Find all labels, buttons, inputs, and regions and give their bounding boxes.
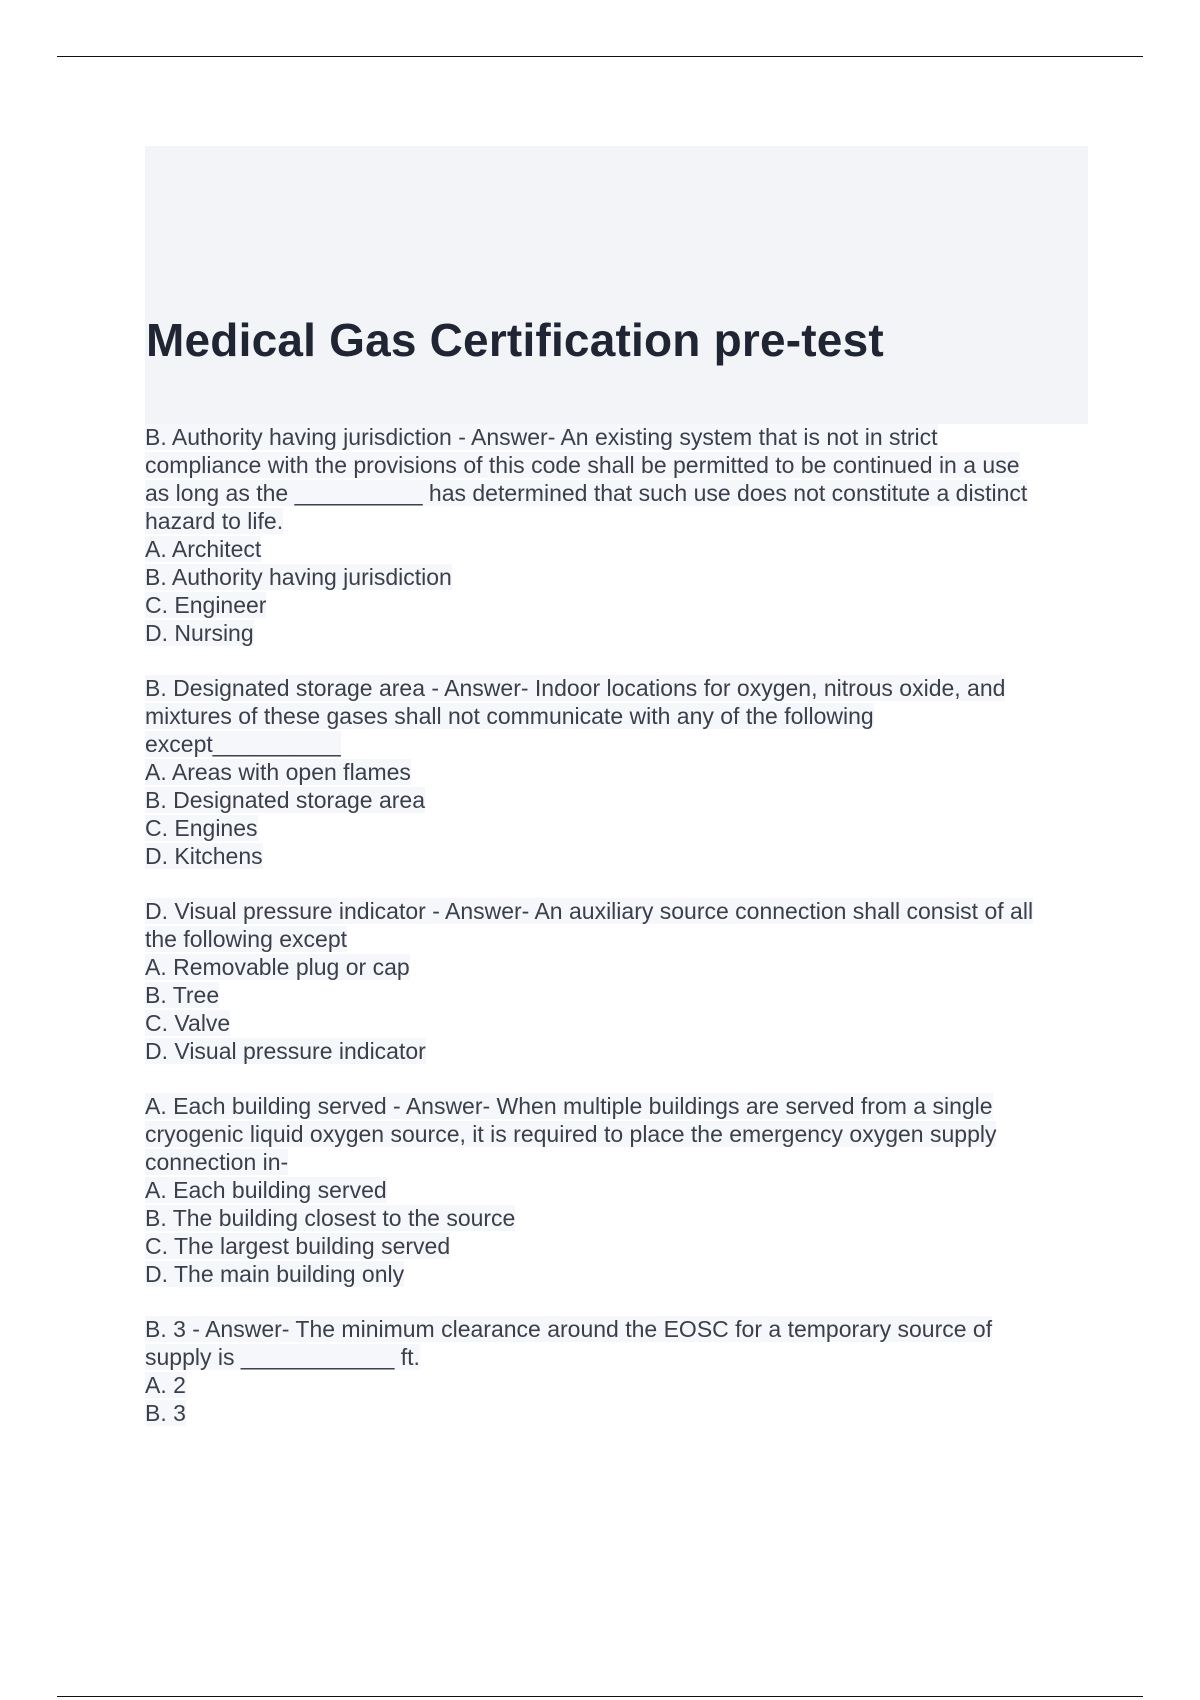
- option-text: C. Engines: [145, 815, 258, 841]
- question-text: connection in-: [145, 1149, 289, 1175]
- question-text: A. Each building served - Answer- When multiple buildings are served from a single: [145, 1093, 993, 1119]
- question-line: [145, 730, 1095, 758]
- option-text: C. The largest building served: [145, 1233, 451, 1259]
- question-line: [145, 1120, 1095, 1148]
- answer-option: [145, 619, 1095, 647]
- option-text: B. The building closest to the source: [145, 1205, 516, 1231]
- answer-option: [145, 1037, 1095, 1065]
- option-text: A. 2: [145, 1372, 186, 1398]
- question-text: mixtures of these gases shall not communicate with any of the following: [145, 703, 874, 729]
- answer-option: [145, 814, 1095, 842]
- answer-option: [145, 591, 1095, 619]
- question-line: [145, 1315, 1095, 1343]
- option-text: C. Engineer: [145, 592, 267, 618]
- question-line: [145, 702, 1095, 730]
- option-text: A. Architect: [145, 536, 262, 562]
- question-text: D. Visual pressure indicator - Answer- An auxiliary source connection shall consist of all: [145, 898, 1034, 924]
- question-item: [145, 1315, 1095, 1427]
- question-line: [145, 507, 1095, 535]
- question-line: [145, 897, 1095, 925]
- question-item: [145, 1092, 1095, 1288]
- question-line: [145, 1343, 1095, 1371]
- question-text: cryogenic liquid oxygen source, it is required to place the emergency oxygen supply: [145, 1121, 997, 1147]
- answer-option: [145, 1204, 1095, 1232]
- answer-option: [145, 1176, 1095, 1204]
- option-text: C. Valve: [145, 1010, 231, 1036]
- option-text: D. The main building only: [145, 1261, 405, 1287]
- question-text: the following except: [145, 926, 348, 952]
- option-text: B. 3: [145, 1400, 186, 1426]
- option-text: B. Authority having jurisdiction: [145, 564, 452, 590]
- answer-option: [145, 1371, 1095, 1399]
- answer-option: [145, 1260, 1095, 1288]
- option-text: A. Removable plug or cap: [145, 954, 410, 980]
- option-text: A. Areas with open flames: [145, 759, 411, 785]
- question-line: [145, 479, 1095, 507]
- bottom-rule: [57, 1696, 1143, 1697]
- question-text: B. Designated storage area - Answer- Indoor locations for oxygen, nitrous oxide, and: [145, 675, 1006, 701]
- question-line: [145, 1148, 1095, 1176]
- option-text: A. Each building served: [145, 1177, 387, 1203]
- document-title: Medical Gas Certification pre-test: [146, 314, 884, 366]
- title-band: [145, 146, 1088, 424]
- answer-option: [145, 1009, 1095, 1037]
- question-text: B. 3 - Answer- The minimum clearance around the EOSC for a temporary source of: [145, 1316, 993, 1342]
- question-line: [145, 925, 1095, 953]
- option-text: D. Visual pressure indicator: [145, 1038, 426, 1064]
- question-text: B. Authority having jurisdiction - Answer- An existing system that is not in strict: [145, 424, 938, 450]
- question-text: supply is ____________ ft.: [145, 1344, 420, 1370]
- question-line: [145, 423, 1095, 451]
- question-text: as long as the __________ has determined that such use does not constitute a distinct: [145, 480, 1028, 506]
- answer-option: [145, 758, 1095, 786]
- answer-option: [145, 1232, 1095, 1260]
- question-item: [145, 423, 1095, 647]
- question-item: [145, 674, 1095, 870]
- answer-option: [145, 563, 1095, 591]
- question-item: [145, 897, 1095, 1065]
- answer-option: [145, 953, 1095, 981]
- question-text: compliance with the provisions of this code shall be permitted to be continued in a use: [145, 452, 1020, 478]
- answer-option: [145, 981, 1095, 1009]
- answer-option: [145, 535, 1095, 563]
- question-text: except__________: [145, 731, 341, 757]
- answer-option: [145, 1399, 1095, 1427]
- answer-option: [145, 786, 1095, 814]
- question-line: [145, 1092, 1095, 1120]
- option-text: D. Kitchens: [145, 843, 263, 869]
- top-rule: [57, 56, 1143, 57]
- option-text: D. Nursing: [145, 620, 254, 646]
- question-line: [145, 451, 1095, 479]
- question-list: [145, 423, 1095, 1454]
- option-text: B. Tree: [145, 982, 220, 1008]
- answer-option: [145, 842, 1095, 870]
- question-text: hazard to life.: [145, 508, 284, 534]
- question-line: [145, 674, 1095, 702]
- option-text: B. Designated storage area: [145, 787, 426, 813]
